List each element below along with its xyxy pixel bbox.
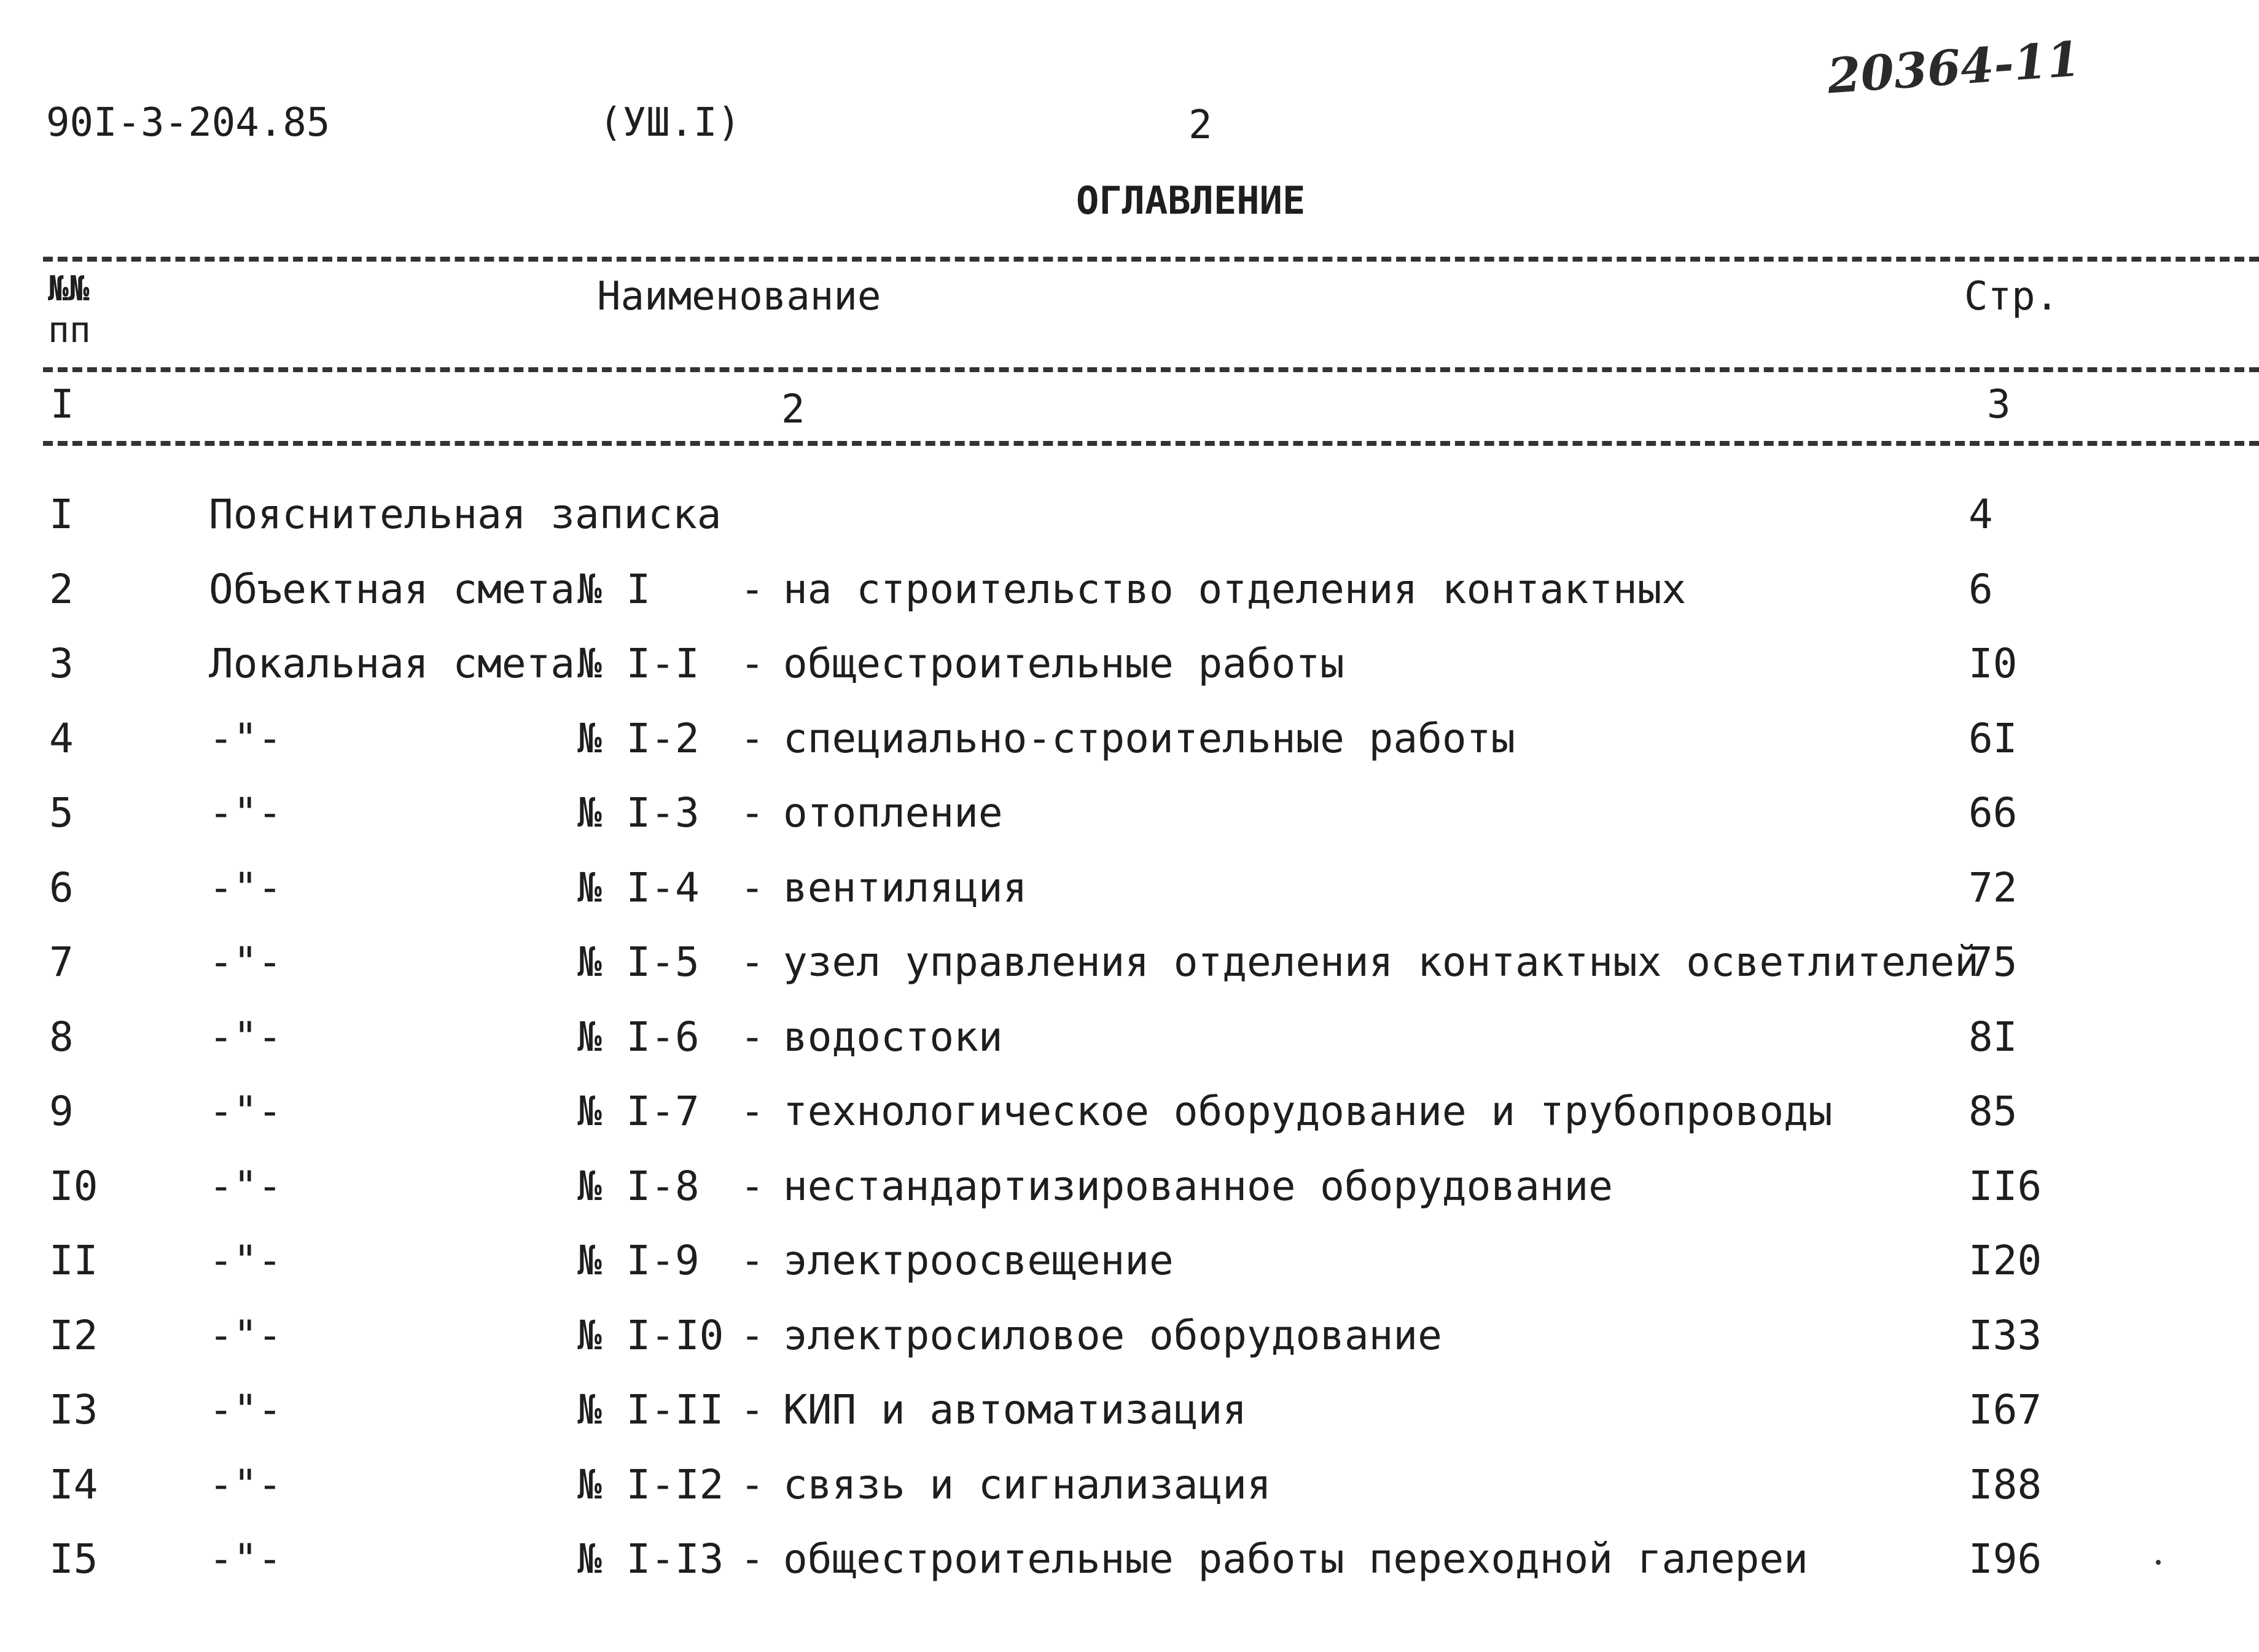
- description: на строительство отделения контактных: [783, 566, 1687, 613]
- description: вентиляция: [783, 864, 1028, 911]
- column-name-index: 2: [781, 387, 805, 432]
- separator-dash: -: [740, 1535, 765, 1583]
- document-type: -"-: [209, 1312, 283, 1359]
- document-type: Пояснительная записка: [209, 491, 722, 538]
- page-number-cell: 72: [1968, 864, 2018, 911]
- document-type: -"-: [209, 1386, 283, 1433]
- row-number: 3: [49, 640, 74, 687]
- separator-dash: -: [740, 566, 765, 613]
- estimate-number: № I-8: [577, 1163, 700, 1210]
- page-number-cell: I96: [1968, 1535, 2042, 1583]
- page-number-cell: 85: [1968, 1088, 2018, 1135]
- separator-dash: -: [740, 1461, 765, 1508]
- description: КИП и автоматизация: [783, 1386, 1247, 1433]
- estimate-number: № I-3: [577, 789, 700, 836]
- document-type: -"-: [209, 1461, 283, 1508]
- estimate-number: № I-II: [577, 1386, 724, 1433]
- description: связь и сигнализация: [783, 1461, 1271, 1508]
- description: электросиловое оборудование: [783, 1312, 1442, 1359]
- row-number: 5: [49, 789, 74, 836]
- page-number-cell: I88: [1968, 1461, 2042, 1508]
- separator-dash: -: [740, 864, 765, 911]
- row-number: 9: [49, 1088, 74, 1135]
- page-number-cell: 4: [1968, 491, 1993, 538]
- page-title: ОГЛАВЛЕНИЕ: [1076, 178, 1306, 223]
- row-number: 6: [49, 864, 74, 911]
- separator-dash: -: [740, 1386, 765, 1433]
- page-number-cell: II6: [1968, 1163, 2042, 1210]
- page-number-cell: 6I: [1968, 715, 2018, 762]
- document-type: -"-: [209, 1088, 283, 1135]
- description: узел управления отделения контактных осветлителей: [783, 938, 1980, 986]
- separator-dash: -: [740, 789, 765, 836]
- document-type: -"-: [209, 938, 283, 986]
- document-type: -"-: [209, 715, 283, 762]
- separator-dash: -: [740, 640, 765, 687]
- separator-dash: -: [740, 715, 765, 762]
- table-index-rule: [43, 441, 2259, 446]
- document-type: -"-: [209, 864, 283, 911]
- document-type: Локальная смета: [209, 640, 575, 687]
- document-type: -"-: [209, 1163, 283, 1210]
- handwritten-reference: 20364-11: [1825, 31, 2082, 105]
- row-number: I2: [49, 1312, 98, 1359]
- estimate-number: № I-9: [577, 1237, 700, 1284]
- row-number: 2: [49, 566, 74, 613]
- row-number: I5: [49, 1535, 98, 1583]
- estimate-number: № I-2: [577, 715, 700, 762]
- speck: [2156, 1560, 2161, 1565]
- estimate-number: № I-I3: [577, 1535, 724, 1583]
- description: технологическое оборудование и трубопроводы: [783, 1088, 1833, 1135]
- page-number-cell: I67: [1968, 1386, 2042, 1433]
- separator-dash: -: [740, 1013, 765, 1061]
- description: нестандартизированное оборудование: [783, 1163, 1613, 1210]
- document-type: -"-: [209, 789, 283, 836]
- column-number-label-1: №№: [48, 269, 90, 309]
- column-number-index: I: [50, 382, 74, 427]
- document-type: -"-: [209, 1013, 283, 1061]
- table-header-rule: [43, 367, 2259, 372]
- separator-dash: -: [740, 938, 765, 986]
- page-number: 2: [1188, 103, 1212, 148]
- column-page-label: Стр.: [1964, 274, 2059, 319]
- page-number-cell: I33: [1968, 1312, 2042, 1359]
- description: электроосвещение: [783, 1237, 1174, 1284]
- estimate-number: № I-5: [577, 938, 700, 986]
- row-number: 4: [49, 715, 74, 762]
- description: водостоки: [783, 1013, 1003, 1061]
- description: общестроительные работы переходной галереи: [783, 1535, 1808, 1583]
- document-number: 90I-3-204.85: [46, 100, 330, 146]
- table-top-rule: [43, 257, 2259, 262]
- volume-label: (УШ.I): [599, 100, 741, 146]
- row-number: I3: [49, 1386, 98, 1433]
- estimate-number: № I-6: [577, 1013, 700, 1061]
- page-number-cell: I0: [1968, 640, 2018, 687]
- description: общестроительные работы: [783, 640, 1344, 687]
- row-number: 7: [49, 938, 74, 986]
- document-type: -"-: [209, 1535, 283, 1583]
- document-type: -"-: [209, 1237, 283, 1284]
- column-number-label-2: пп: [48, 309, 91, 351]
- estimate-number: № I-7: [577, 1088, 700, 1135]
- page-number-cell: I20: [1968, 1237, 2042, 1284]
- page-number-cell: 66: [1968, 789, 2018, 836]
- estimate-number: № I-I2: [577, 1461, 724, 1508]
- row-number: I: [49, 491, 74, 538]
- document-type: Объектная смета: [209, 566, 575, 613]
- estimate-number: № I-4: [577, 864, 700, 911]
- estimate-number: № I-I0: [577, 1312, 724, 1359]
- description: отопление: [783, 789, 1003, 836]
- row-number: I4: [49, 1461, 98, 1508]
- separator-dash: -: [740, 1088, 765, 1135]
- separator-dash: -: [740, 1237, 765, 1284]
- column-name-label: Наименование: [597, 274, 881, 319]
- separator-dash: -: [740, 1163, 765, 1210]
- page-number-cell: 8I: [1968, 1013, 2018, 1061]
- row-number: II: [49, 1237, 98, 1284]
- estimate-number: № I: [577, 566, 651, 613]
- separator-dash: -: [740, 1312, 765, 1359]
- page-number-cell: 6: [1968, 566, 1993, 613]
- estimate-number: № I-I: [577, 640, 700, 687]
- page-number-cell: 75: [1968, 938, 2018, 986]
- row-number: I0: [49, 1163, 98, 1210]
- row-number: 8: [49, 1013, 74, 1061]
- description: специально-строительные работы: [783, 715, 1516, 762]
- column-page-index: 3: [1987, 382, 2011, 427]
